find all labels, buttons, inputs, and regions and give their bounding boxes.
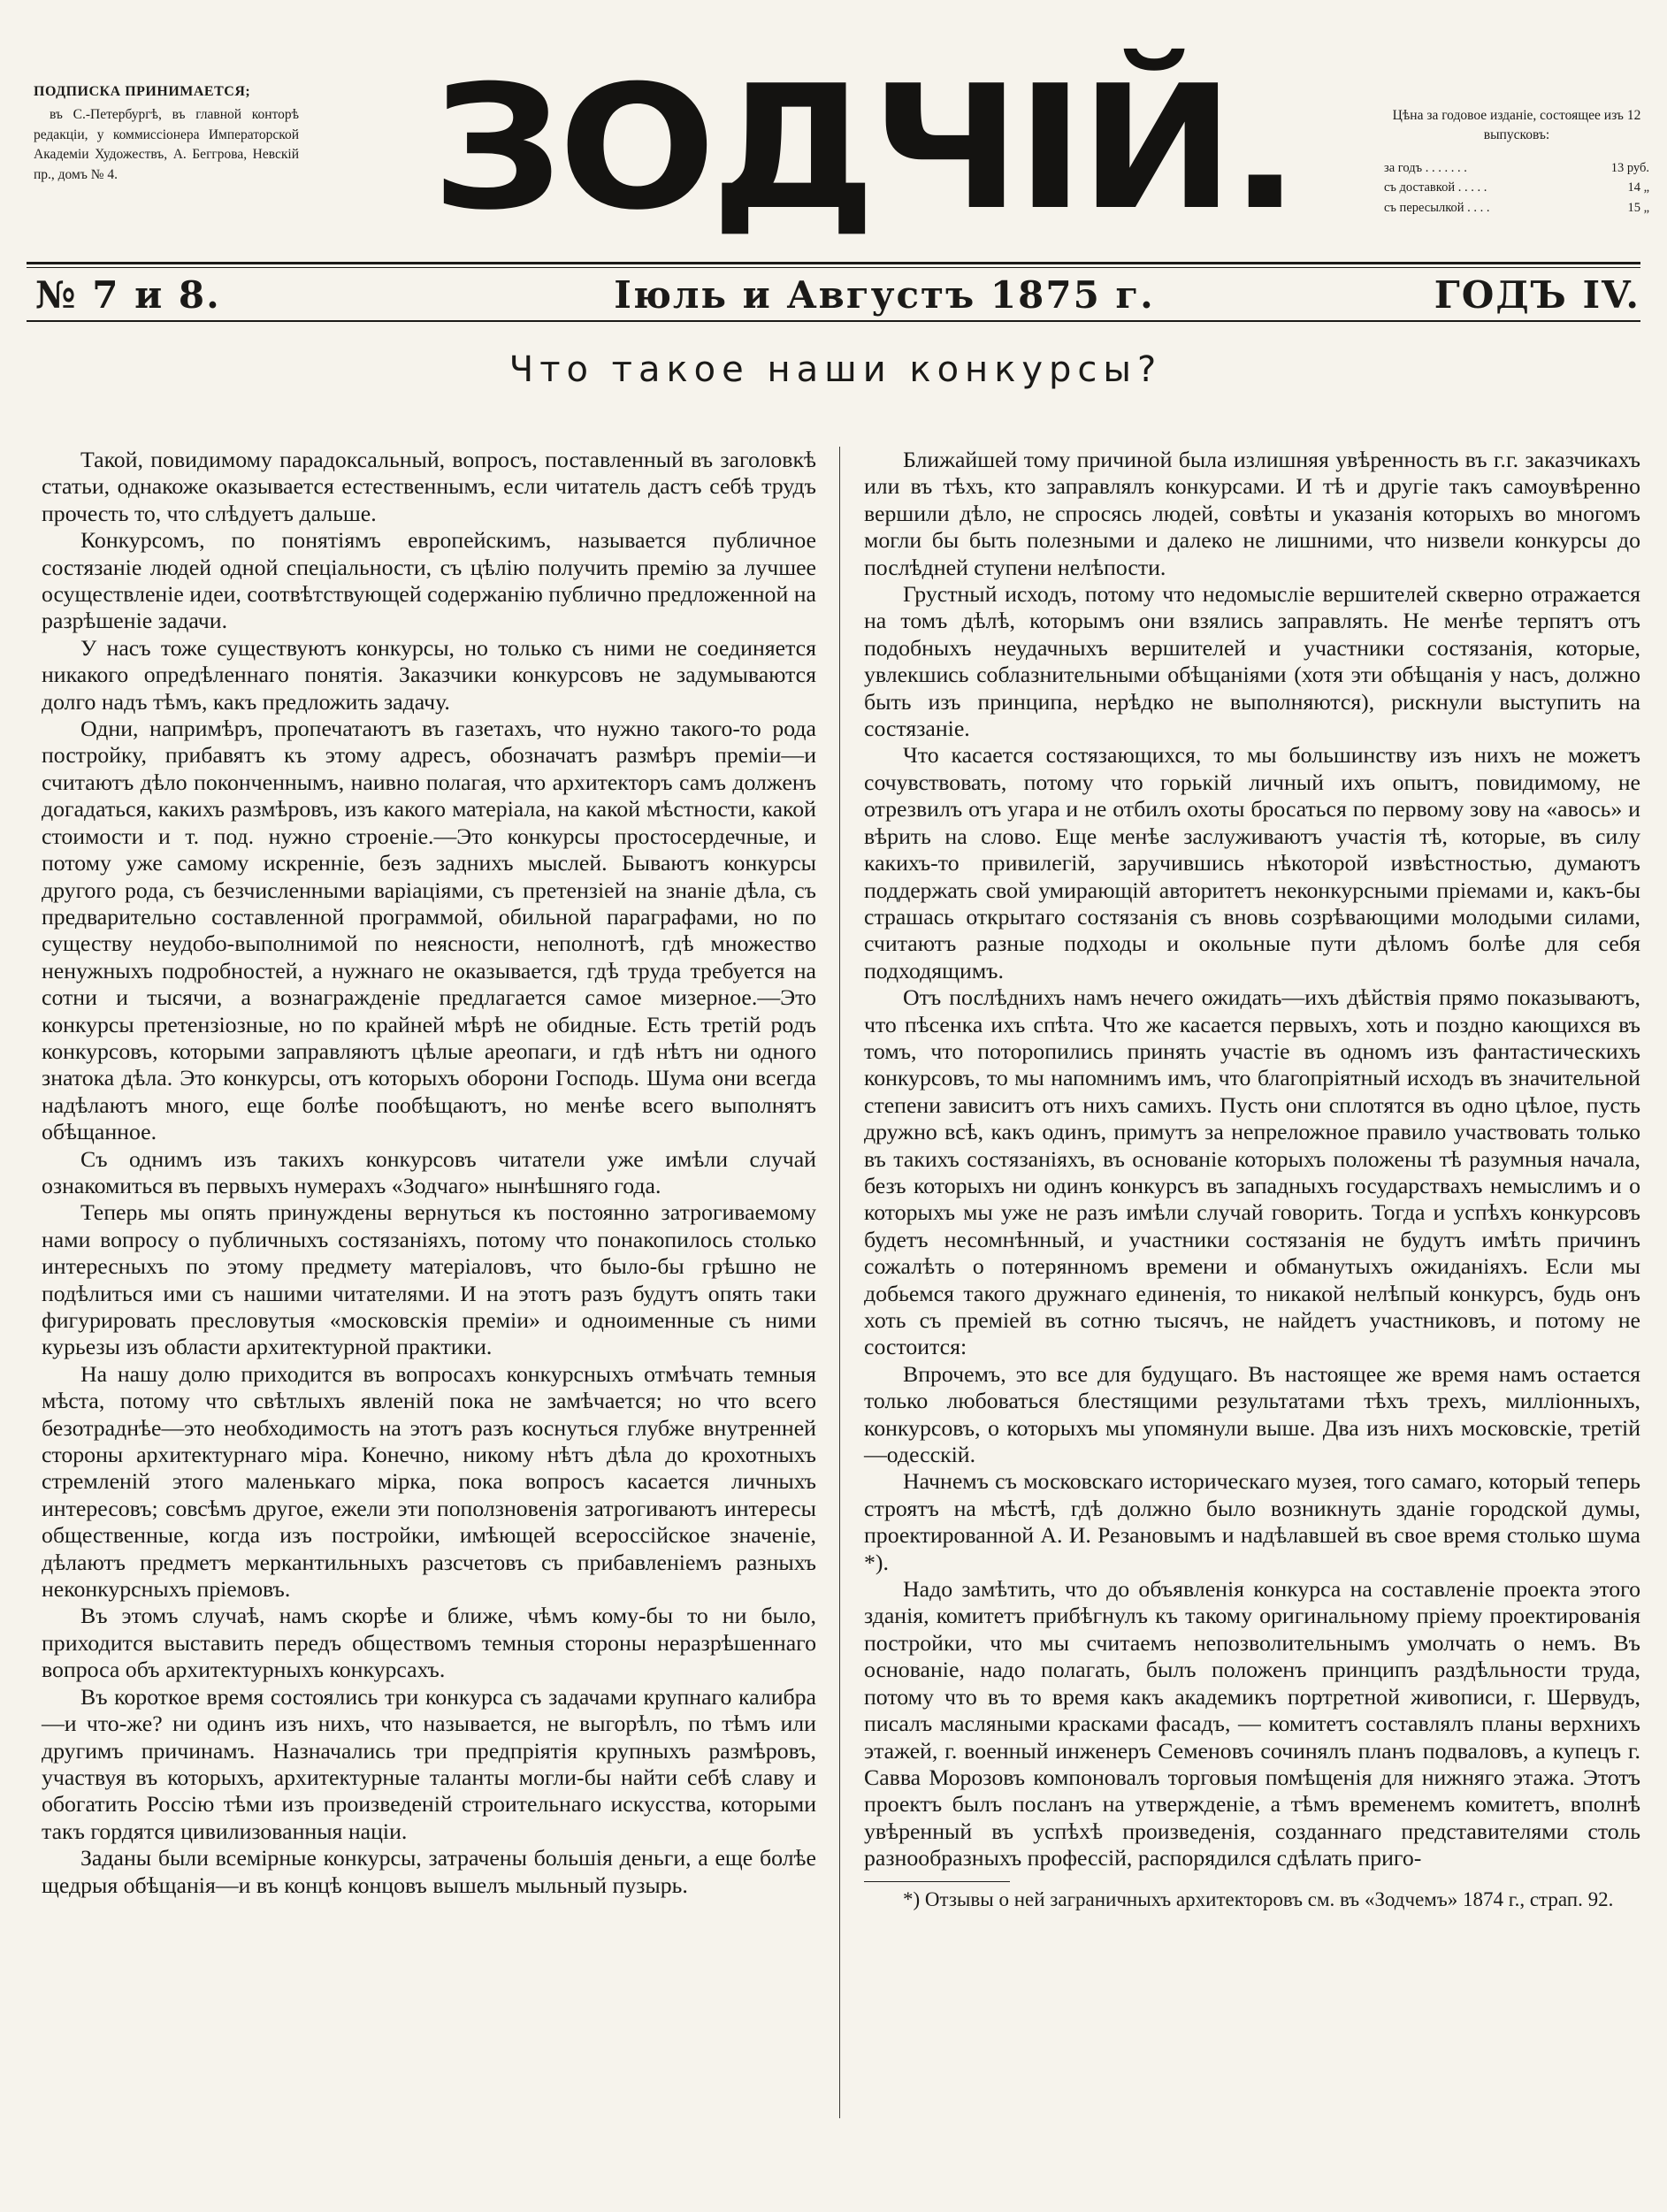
price-value: 15 „ xyxy=(1627,200,1649,215)
footnote-rule xyxy=(864,1881,1010,1882)
left-column xyxy=(42,447,816,1899)
paragraph: У насъ тоже существуютъ конкурсы, но только съ ними не соединяется никакого опредѣленнаго понятія. Заказчики конкурсовъ не задумываются долго надъ тѣмъ, какъ предложить задачу. xyxy=(42,634,816,715)
issue-date: Іюль и Августъ 1875 г. xyxy=(614,273,1155,317)
price-row xyxy=(1384,198,1649,218)
price-value: 14 „ xyxy=(1627,180,1649,195)
paragraph: Грустный исходъ, потому что недомысліе вершителей скверно отражается на томъ дѣлѣ, которымъ они взялись заправлять. Не менѣе терпятъ отъ подобныхъ неудачныхъ вершителей и участники состязанія, которые, увлекшись соблазнительными обѣщаніями (хотя эти обѣщанія у насъ, должно быть изъ принципа, нерѣдко не выполняются), рискнули выступить на состязаніе. xyxy=(864,581,1640,742)
paragraph: Теперь мы опять принуждены вернуться къ постоянно затрогиваемому нами вопросу о публичныхъ состязаніяхъ, потому что понакопилось столько интересныхъ по этому предмету матеріаловъ, что было-бы грѣшно не подѣлиться ими съ нашими читателями. И на этотъ разъ будутъ опять таки фигурировать пресловутыя «московскія преміи» и одноименные съ ними курьезы изъ области архитектурной практики. xyxy=(42,1199,816,1360)
price-info xyxy=(1384,106,1649,218)
paragraph: Такой, повидимому парадоксальный, вопросъ, поставленный въ заголовкѣ статьи, однакоже оказывается естественнымъ, если читатель дастъ себѣ трудъ прочесть то, что слѣдуетъ дальше. xyxy=(42,447,816,526)
paragraph: Одни, напримѣръ, пропечатаютъ въ газетахъ, что нужно такого-то рода постройку, прибавятъ къ этому адресъ, обозначатъ размѣръ преміи—и считаютъ дѣло поконченнымъ, наивно полагая, что архитекторъ самъ долженъ догадаться, какихъ размѣровъ, изъ какого матеріала, на какой мѣстности, какой стоимости и т. под. нужно строеніе.—Это конкурсы простосердечные, и потому уже самому искренніе, безъ заднихъ мыслей. Бываютъ конкурсы другого рода, съ безчисленными варіаціями, съ претензіей на знаніе дѣла, съ предварительно составленной программой, обильной параграфами, но по существу неудобо-выполнимой по неясности, неполнотѣ, гдѣ множество ненужныхъ подробностей, а нужнаго не оказывается, гдѣ труда требуется на сотни и тысячи, а вознагражденіе предлагается самое мизерное.—Это конкурсы претензіозные, но по крайней мѣрѣ не обидные. Есть третій родъ конкурсовъ, которыми заправляютъ цѣлые ареопаги, и гдѣ нѣтъ ни одного знатока дѣла. Это конкурсы, отъ которыхъ оборони Господь. Шума они всегда надѣлаютъ много, еще болѣе пообѣщаютъ, но менѣе всего выполнятъ обѣщанное. xyxy=(42,716,816,1145)
footnote: *) Отзывы о ней заграничныхъ архитекторовъ см. въ «Зодчемъ» 1874 г., страп. 92. xyxy=(903,1887,1614,1910)
issue-number: № 7 и 8. xyxy=(35,273,221,317)
right-column xyxy=(864,447,1640,1911)
issue-line xyxy=(35,272,1640,318)
paragraph: Начнемъ съ московскаго историческаго музея, того самаго, который теперь строятъ на мѣстѣ, гдѣ должно было возникнуть зданіе городской думы, проектированной А. И. Резановымъ и надѣлавшей въ свое время столько шума *). xyxy=(864,1468,1640,1575)
price-label: за годъ . . . . . . . xyxy=(1384,160,1467,175)
masthead-rule-thin xyxy=(27,267,1640,268)
paragraph: Съ однимъ изъ такихъ конкурсовъ читатели уже имѣли случай ознакомиться въ первыхъ нумерахъ «Зодчаго» нынѣшняго года. xyxy=(42,1145,816,1198)
paragraph: Въ этомъ случаѣ, намъ скорѣе и ближе, чѣмъ кому-бы то ни было, приходится выставить передъ обществомъ темныя стороны неразрѣшеннаго вопроса объ архитектурныхъ конкурсахъ. xyxy=(42,1603,816,1683)
issue-year: ГОДЪ IV. xyxy=(1434,273,1640,317)
article-title: Что такое наши конкурсы? xyxy=(509,349,1163,390)
masthead-rule-thick xyxy=(27,262,1640,264)
paragraph: Конкурсомъ, по понятіямъ европейскимъ, называется публичное состязаніе людей одной спеціальности, съ цѣлію получить премію за лучшее осуществленіе идеи, соотвѣтствующей содержанію публично предложенной на разрѣшеніе задачи. xyxy=(42,527,816,634)
paragraph: На нашу долю приходится въ вопросахъ конкурсныхъ отмѣчать темныя мѣста, потому что свѣтлыхъ явленій пока не замѣчается; но что всего безотраднѣе—это необходимость на этотъ разъ коснуться глубже внутренней стороны архитектурнаго міра. Конечно, никому нѣтъ дѣла до крохотныхъ стремленій этого маленькаго мірка, пока вопросъ касается личныхъ интересовъ; совсѣмъ другое, ежели эти поползновенія затрогиваютъ интересы общественные, когда изъ постройки, имѣющей всероссійское значеніе, дѣлаютъ предметъ меркантильныхъ разсчетовъ съ прибавленіемъ разныхъ неконкурсныхъ пріемовъ. xyxy=(42,1360,816,1603)
price-value: 13 руб. xyxy=(1610,160,1649,175)
subscription-heading: ПОДПИСКА ПРИНИМАЕТСЯ; xyxy=(34,84,251,99)
price-label: съ пересылкой . . . . xyxy=(1384,200,1490,215)
price-label: съ доставкой . . . . . xyxy=(1384,180,1487,195)
subscription-info xyxy=(34,81,299,185)
subscription-text: въ С.-Петербургѣ, въ главной конторѣ редакціи, у коммиссіонера Императорской Академіи Художествъ, А. Беггрова, Невскій пр., домъ № 4. xyxy=(34,107,299,182)
price-row xyxy=(1384,158,1649,178)
column-divider xyxy=(839,447,840,2118)
price-heading: Цѣна за годовое изданіе, состоящее изъ 12 выпусковъ: xyxy=(1392,108,1641,143)
paragraph: Впрочемъ, это все для будущаго. Въ настоящее же время намъ остается только любоваться блестящими результатами тѣхъ трехъ, милліонныхъ, конкурсовъ, о которыхъ мы упомянули выше. Два изъ нихъ московскіе, третій—одесскій. xyxy=(864,1360,1640,1468)
paragraph: Въ короткое время состоялись три конкурса съ задачами крупнаго калибра—и что-же? ни одинъ изъ нихъ, что называется, не выгорѣлъ, по тѣмъ или другимъ причинамъ. Назначались три предпріятія крупныхъ размѣровъ, участвуя въ которыхъ, архитектурные таланты могли-бы найти себѣ славу и обогатить Россію тѣми изъ произведеній строительнаго искусства, которыми такъ гордятся цивилизованныя націи. xyxy=(42,1683,816,1844)
paragraph: Заданы были всемірные конкурсы, затрачены большія деньги, а еще болѣе щедрыя обѣщанія—и въ концѣ концовъ вышелъ мыльный пузырь. xyxy=(42,1845,816,1898)
price-row xyxy=(1384,178,1649,197)
paragraph: Что касается состязающихся, то мы большинству изъ нихъ не можетъ сочувствовать, потому что горькій личный ихъ опытъ, повидимому, не отрезвилъ отъ угара и не отбилъ охоты бросаться по первому зову на «авось» и вѣрить на слово. Еще менѣе заслуживаютъ участія тѣ, которые, въ силу какихъ-то привилегій, заручившись нѣкоторой извѣстностью, думаютъ поддержать свой умирающій авторитетъ неконкурсными пріемами и, какъ-бы страшась открытаго состязанія съ вновь созрѣвающими молодыми силами, считаютъ разные подходы и окольные пути дѣломъ болѣе для себя подходящимъ. xyxy=(864,742,1640,984)
paragraph: Ближайшей тому причиной была излишняя увѣренность въ г.г. заказчикахъ или въ тѣхъ, кто заправлялъ конкурсами. И тѣ и другіе такъ самоувѣренно вершили дѣло, не спросясь людей, совѣты и указанія которыхъ во многомъ могли бы быть полезными и далеко не лишними, что низвели конкурсы до послѣдней ступени нелѣпости. xyxy=(864,447,1640,580)
paragraph: Отъ послѣднихъ намъ нечего ожидать—ихъ дѣйствія прямо показываютъ, что пѣсенка ихъ спѣта. Что же касается первыхъ, хоть и поздно кающихся въ томъ, что поторопились принять участіе въ одномъ изъ фантастическихъ конкурсовъ, то мы напомнимъ имъ, что благопріятный исходъ въ значительной степени зависитъ отъ нихъ самихъ. Пусть они сплотятся въ одно цѣлое, пусть дружно всѣ, какъ одинъ, примутъ за непреложное правило участвовать только въ такихъ состязаніяхъ, въ основаніе которыхъ положены тѣ разумныя начала, безъ которыхъ ни одинъ конкурсъ въ западныхъ государствахъ немыслимъ и о которыхъ мы уже не разъ имѣли случай говорить. Тогда и успѣхъ конкурсовъ будетъ несомнѣнный, и участники состязанія не будутъ имѣть причинъ сожалѣть о потерянномъ времени и обманутыхъ ожиданіяхъ. Если мы добьемся такого дружнаго единенія, то никакой нелѣпый конкурсъ, будь онъ хоть съ преміей въ сотню тысячъ, не найдетъ участниковъ, и потому не состоится: xyxy=(864,984,1640,1360)
paragraph: Надо замѣтить, что до объявленія конкурса на составленіе проекта этого зданія, комитетъ прибѣгнулъ къ такому оригинальному пріему проектированія постройки, что мы считаемъ непозволительнымъ умолчать о немъ. Въ основаніе, надо полагать, былъ положенъ принципъ раздѣльности труда, потому что въ то время какъ академикъ портретной живописи, г. Шервудъ, писалъ масляными красками фасадъ, — комитетъ составлялъ планы верхнихъ этажей, г. военный инженеръ Семеновъ сочинялъ планъ подваловъ, а купецъ г. Савва Морозовъ компоновалъ торговыя помѣщенія для нижняго этажа. Этотъ проектъ былъ посланъ на утвержденіе, а тѣмъ временемъ комитетъ, вполнѣ увѣренный въ успѣхѣ произведенія, созданнаго представителями столь разнообразныхъ профессій, распорядился сдѣлать приго- xyxy=(864,1576,1640,1871)
issue-rule xyxy=(27,320,1640,322)
journal-title: ЗОДЧІЙ. xyxy=(432,48,1296,249)
